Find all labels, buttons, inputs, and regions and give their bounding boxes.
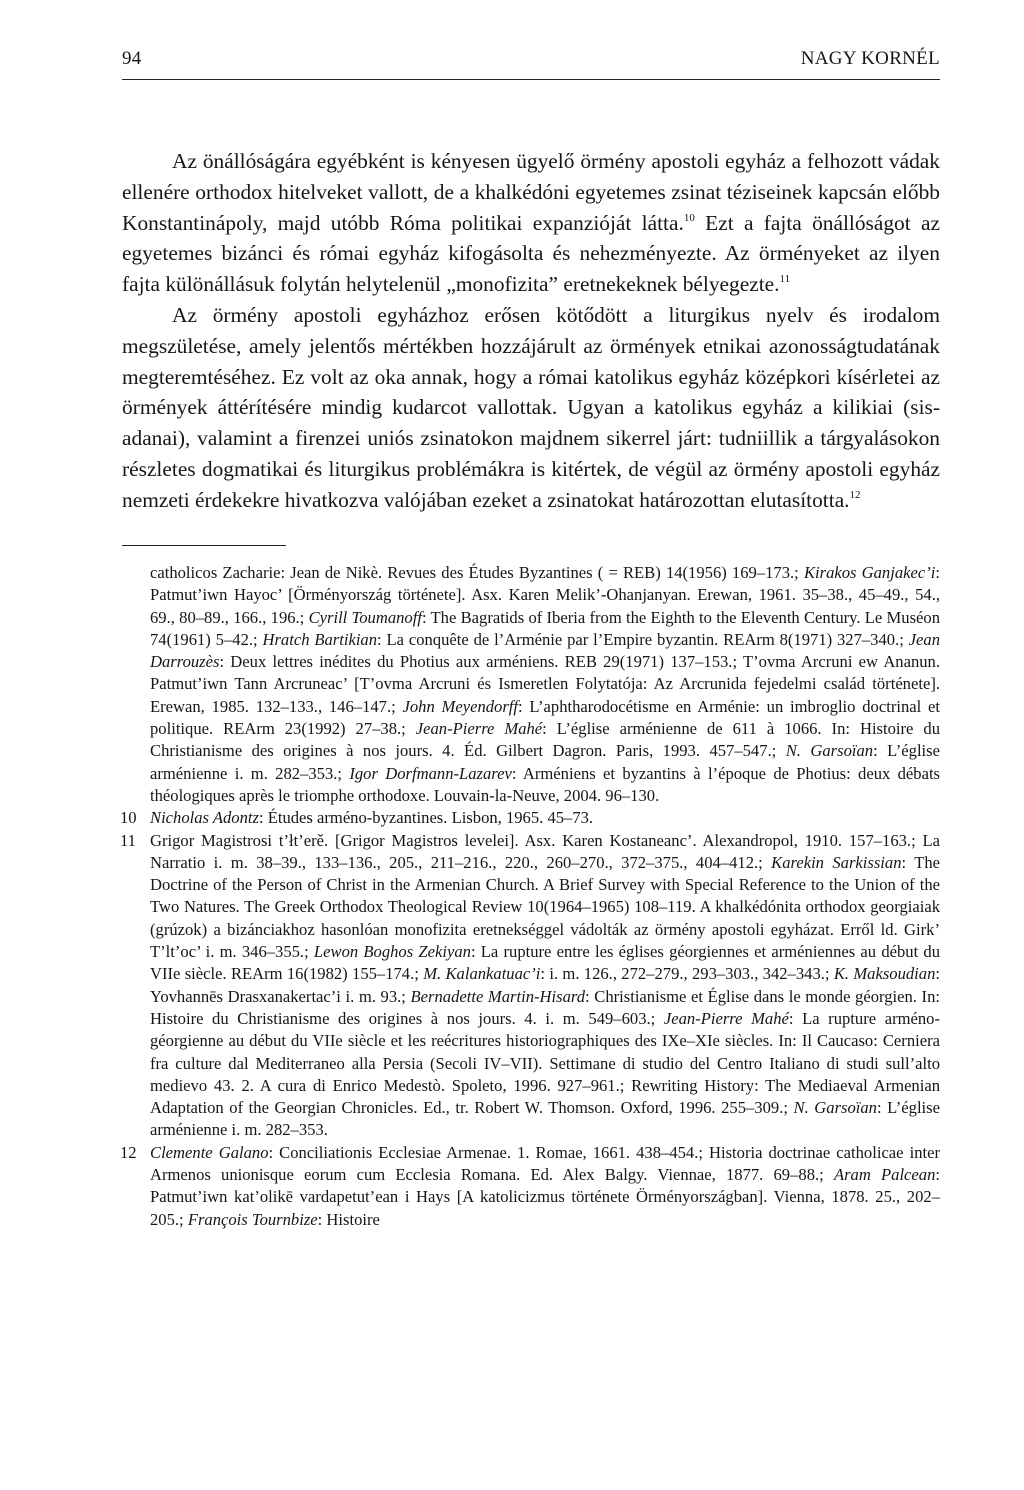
- author-name: Nicholas Adontz: [150, 808, 259, 828]
- author-name: Igor Dorfmann-Lazarev: [349, 763, 512, 783]
- author-name: John Meyendorff: [402, 696, 519, 716]
- main-text: [122, 146, 940, 516]
- author-name: Jean-Pierre Mahé: [663, 1008, 789, 1028]
- running-head: NAGY KORNÉL: [800, 48, 940, 69]
- footnote-12: 12 Clemente Galano: Conciliationis Ecclesiae Armenae. 1. Romae, 1661. 438–454.; Historia doctrinae catholicae inter Armenos unionisque eorum cum Ecclesia Romana. Ed. Alex Balgy. Viennae, 1877. 69–88.; Aram Palcean: Patmut’iwn kat’olikē vardapetut’ean i Hays [A katolicizmus története Örményországban]. Vienna, 1878. 25., 202–205.; François Tournbize: Histoire: [120, 1142, 941, 1229]
- footnote-number: 10: [120, 808, 137, 828]
- author-name: M. Kalankatuac’i: [423, 964, 541, 984]
- author-name: Lewon Boghos Zekiyan: [313, 942, 471, 962]
- footnote-number: 11: [120, 830, 136, 850]
- paragraph: Az önállóságára egyébként is kényesen ügyelő örmény apostoli egyház a felhozott vádak ellenére orthodox hitelveket vallott, de a khalkédóni egyetemes zsinat téziseinek kapcsán előbb Konstantinápoly, majd utóbb Róma politikai expanzióját látta.$^{10}$ Ezt a fajta önállóságot az egyetemes bizánci és római egyház kifogásolta és nehezményezte. Az örményeket az ilyen fajta különállásuk folytán helytelenül „monofizita” eretnekeknek bélyegezte.$^{11}$: [122, 149, 940, 297]
- paragraph: Az örmény apostoli egyházhoz erősen kötődött a liturgikus nyelv és irodalom megszületése, amely jelentős mértékben hozzájárult az örmények etnikai azonosságtudatának megteremtéséhez. Ez volt az oka annak, hogy a római katolikus egyház középkori kísérletei az örmények áttérítésére mindig kudarcot vallottak. Ugyan a katolikus egyház a kilikiai (sis-adanai), valamint a firenzei uniós zsinatokon majdnem sikerrel járt: tudniillik a tárgyalásokon részletes dogmatikai és liturgikus problémákra is kitértek, de végül az örmény apostoli egyház nemzeti érdekekre hivatkozva valójában ezeket a zsinatokat határozottan elutasította.$^{12}$: [122, 302, 940, 512]
- author-name: Karekin Sarkissian: [771, 852, 902, 872]
- footnote-ref: 10: [683, 211, 695, 224]
- author-name: François Tournbize: [187, 1209, 318, 1229]
- header-rule: [122, 79, 940, 80]
- footnote-number: 12: [120, 1142, 137, 1162]
- author-name: N. Garsoïan: [793, 1098, 877, 1118]
- author-name: Jean Darrouzès: [150, 629, 941, 672]
- author-name: Hratch Bartikian: [262, 629, 378, 649]
- author-name: Cyrill Toumanoff: [308, 607, 422, 627]
- page-number: 94: [122, 48, 142, 69]
- footnote-11: 11 Grigor Magistrosi t’łt’erě. [Grigor Magistros levelei]. Asx. Karen Kostaneanc’. Alexandropol, 1910. 157–163.; La Narratio i. m. 38–39., 133–136., 205., 211–216., 220., 260–270., 372–375., 404–412.; Karekin Sarkissian: The Doctrine of the Person of Christ in the Armenian Church. A Brief Survey with Special Reference to the Union of the Two Natures. The Greek Orthodox Theological Review 10(1964–1965) 108–119. A khalkédónita orthodox georgiaiak (grúzok) a bizánciakhoz hasonlóan monofizita eretnekséggel vádolták az örmény apostoli egyházat. Erről ld. Girk’ T’lt’oc’ i. m. 346–355.; Lewon Boghos Zekiyan: La rupture entre les églises géorgiennes et arméniennes au début du VIIe siècle. REArm 16(1982) 155–174.; M. Kalankatuac’i: i. m. 126., 272–279., 293–303., 342–343.; K. Maksoudian: Yovhannēs Drasxanakertac’i i. m. 93.; Bernadette Martin-Hisard: Christianisme et Église dans le monde géorgien. In: Histoire du Christianisme des origines à nos jours. 4. i. m. 549–603.; Jean-Pierre Mahé: La rupture arméno-géorgienne au début du VIIe siècle et les reécritures historiographiques des IXe–XIe siècles. In: Il Caucaso: Cerniera fra culture dal Mediterraneo alla Persia (Secoli IV–VII). Settimane di studio del Centro Italiano di studi sull’alto medievo 43. 2. A cura di Enrico Medestò. Spoleto, 1996. 927–961.; Rewriting History: The Mediaeval Armenian Adaptation of the Georgian Chronicles. Ed., tr. Robert W. Thomson. Oxford, 1996. 255–309.; N. Garsoïan: L’église arménienne i. m. 282–353.: [120, 830, 941, 1140]
- author-name: N. Garsoïan: [785, 741, 874, 761]
- author-name: Kirakos Ganjakec’i: [803, 563, 936, 582]
- footnote-separator: [122, 545, 286, 546]
- author-name: K. Maksoudian: [833, 964, 936, 984]
- footnote-continued: catholicos Zacharie: Jean de Nikè. Revues des Études Byzantines ( = REB) 14(1956) 169–173.; Kirakos Ganjakec’i: Patmut’iwn Hayoc’ [Örményország története]. Asx. Karen Melik’-Ohanjanyan. Erewan, 1961. 35–38., 45–49., 54., 69., 80–89., 166., 196.; Cyrill Toumanoff: The Bagratids of Iberia from the Eighth to the Eleventh Century. Le Muséon 74(1961) 5–42.; Hratch Bartikian: La conquête de l’Arménie par l’Empire byzantin. REArm 8(1971) 327–340.; Jean Darrouzès: Deux lettres inédites du Photius aux arméniens. REB 29(1971) 137–153.; T’ovma Arcruni ew Ananun. Patmut’iwn Tann Arcruneac’ [T’ovma Arcruni és Ismeretlen Folytatója: Az Arcrunida fejedelmi család története]. Erewan, 1985. 132–133., 146–147.; John Meyendorff: L’aphtharodocétisme en Arménie: un imbroglio doctrinal et politique. REArm 23(1992) 27–38.; Jean-Pierre Mahé: L’église arménienne de 611 à 1066. In: Histoire du Christianisme des origines à nos jours. 4. Éd. Gilbert Dagron. Paris, 1993. 457–547.; N. Garsoïan: L’église arménienne i. m. 282–353.; Igor Dorfmann-Lazarev: Arméniens et byzantins à l’époque de Photius: deux débats théologiques après le triomphe orthodoxe. Louvain-la-Neuve, 2004. 96–130.: [150, 563, 941, 805]
- footnote-10: 10 Nicholas Adontz: Études arméno-byzantines. Lisbon, 1965. 45–73.: [120, 807, 940, 829]
- author-name: Clemente Galano: [150, 1142, 269, 1162]
- author-name: Aram Palcean: [833, 1165, 936, 1185]
- footnotes: [120, 562, 940, 1231]
- footnote-ref: 12: [849, 488, 861, 501]
- author-name: Bernadette Martin-Hisard: [410, 986, 586, 1006]
- page-header: [122, 48, 940, 78]
- author-name: Jean-Pierre Mahé: [415, 719, 543, 739]
- footnote-ref: 11: [779, 273, 791, 286]
